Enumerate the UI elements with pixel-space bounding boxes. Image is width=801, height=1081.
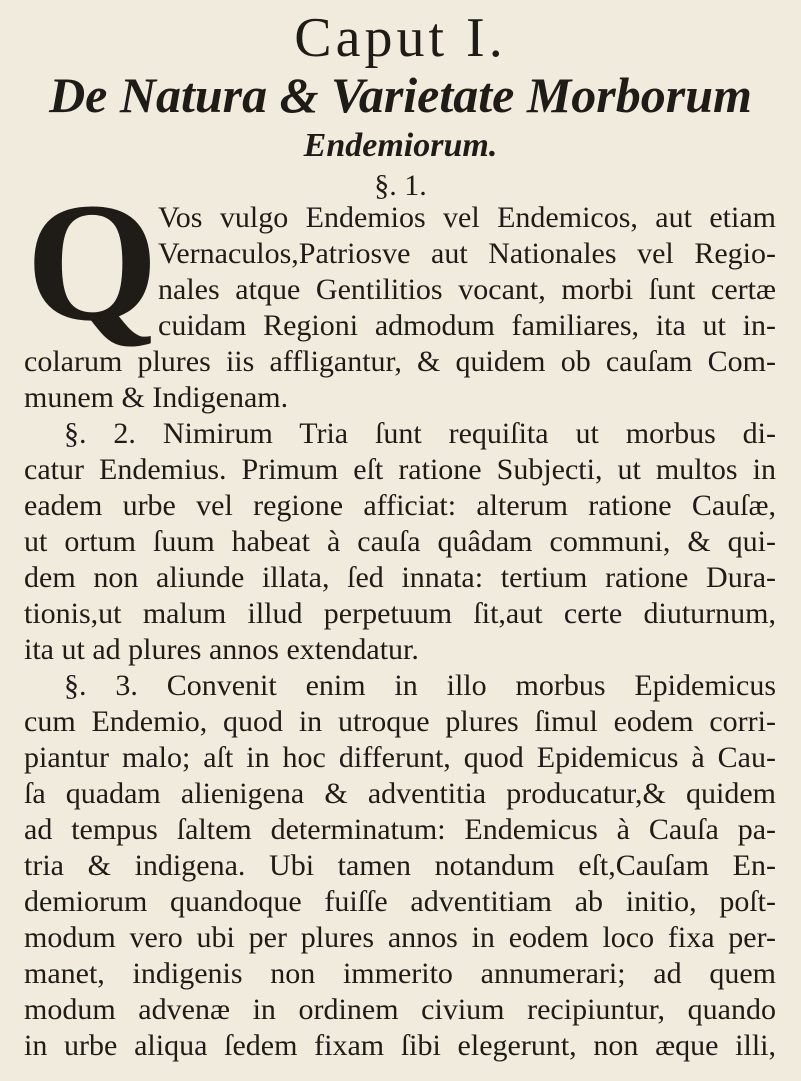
text-line: Vernaculos,Patriosve aut Nationales vel Regio- (158, 237, 776, 270)
text-line: Vos vulgo Endemios vel Endemicos, aut etiam (158, 201, 776, 234)
text-line: cuidam Regioni admodum familiares, ita ut in- (158, 309, 776, 342)
text-line: modum advenæ in ordinem civium recipiuntur, quando (24, 993, 776, 1026)
text-line: colarum plures iis affligantur, & quidem ob cauſam Com- (24, 345, 776, 378)
text-line: piantur malo; aſt in hoc differunt, quod Epidemicus à Cau- (24, 741, 776, 774)
text-line: §. 3. Convenit enim in illo morbus Epidemicus (64, 669, 776, 702)
text-line: tionis,ut malum illud perpetuum ſit,aut certe diuturnum, (24, 597, 776, 630)
text-line: munem & Indigenam. (24, 381, 289, 414)
text-line: ita ut ad plures annos extendatur. (24, 633, 419, 666)
text-line: in urbe aliqua ſedem fixam ſibi elegerunt, non æque illi, (24, 1029, 776, 1062)
drop-capital: Q (26, 168, 159, 356)
text-line: nales atque Gentilitios vocant, morbi ſunt certæ (158, 273, 776, 306)
text-line: demiorum quandoque fuiſſe adventitiam ab initio, poſt- (24, 885, 776, 918)
text-line: cum Endemio, quod in utroque plures ſimul eodem corri- (24, 705, 776, 738)
text-line: ad tempus ſaltem determinatum: Endemicus à Cauſa pa- (24, 813, 776, 846)
text-line: manet, indigenis non immerito annumerari; ad quem (24, 957, 776, 990)
text-line: tria & indigena. Ubi tamen notandum eſt,Cauſam En- (24, 849, 776, 882)
text-line: §. 2. Nimirum Tria ſunt requiſita ut morbus di- (64, 417, 776, 450)
chapter-title: De Natura & Varietate Morborum (49, 67, 752, 123)
chapter-subtitle: Endemiorum. (303, 127, 498, 164)
text-line: ut ortum ſuum habeat à cauſa quâdam communi, & qui- (24, 525, 776, 558)
chapter-heading: Caput I. (294, 7, 507, 69)
text-line: catur Endemius. Primum eſt ratione Subjecti, ut multos in (24, 453, 776, 486)
text-line: ſa quadam alienigena & adventitia producatur,& quidem (24, 777, 776, 810)
section-number: §. 1. (374, 169, 427, 202)
text-line: dem non aliunde illata, ſed innata: tertium ratione Dura- (24, 561, 776, 594)
text-line: eadem urbe vel regione afficiat: alterum ratione Cauſæ, (24, 489, 776, 522)
text-line: modum vero ubi per plures annos in eodem loco fixa per- (24, 921, 776, 954)
